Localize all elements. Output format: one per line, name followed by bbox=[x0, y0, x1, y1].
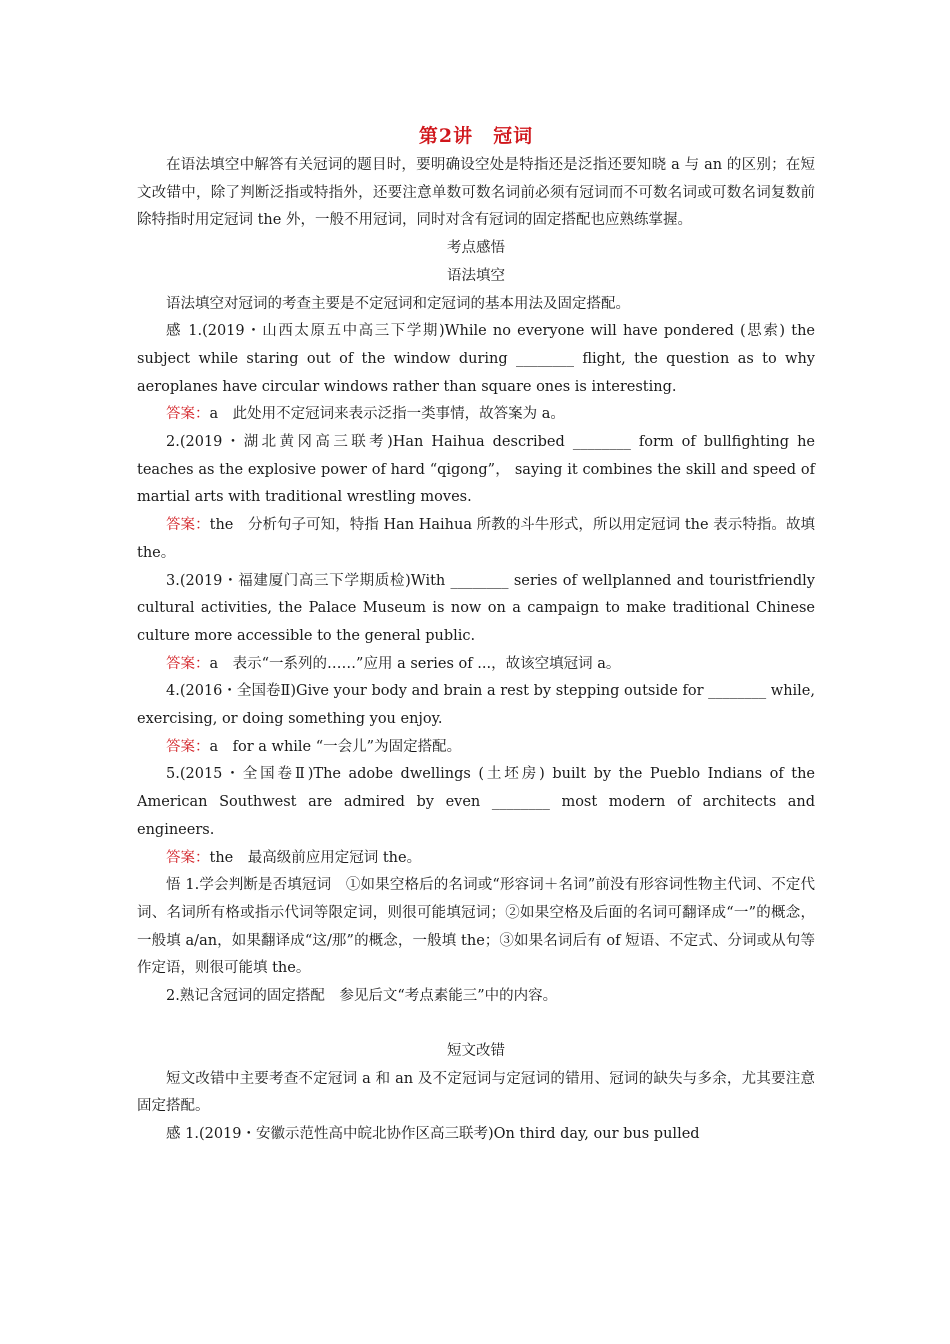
answer-text: the 最高级前应用定冠词 the。 bbox=[209, 849, 422, 866]
grammar-fill-heading: 语法填空 bbox=[447, 267, 505, 284]
answer-5 bbox=[137, 845, 815, 873]
error-correction-desc: 短文改错中主要考查不定冠词 a 和 an 及不定冠词与定冠词的错用、冠词的缺失与多余，尤其要注意固定搭配。 bbox=[137, 1070, 815, 1115]
answer-label: 答案： bbox=[166, 738, 210, 755]
answer-4 bbox=[137, 734, 815, 762]
page-title: 第2讲 冠词 bbox=[418, 125, 534, 147]
answer-text: a 表示“一系列的……”应用 a series of ...，故该空填冠词 a。 bbox=[209, 655, 621, 672]
answer-text: the 分析句子可知，特指 Han Haihua 所教的斗牛形式，所以用定冠词 the 表示特指。故填 the。 bbox=[137, 517, 815, 561]
question-3: 3.(2019・福建厦门高三下学期质检)With ________ series of wellplanned and touristfriendly cultural activities, the Palace Museum is now on a campaign to make traditional Chinese culture more accessible to the general public. bbox=[137, 572, 815, 644]
question-5: 5.(2015・全国卷Ⅱ)The adobe dwellings (土坯房) built by the Pueblo Indians of the American Southwest are admired by even ________ most modern of architects and engineers. bbox=[137, 766, 815, 838]
section-spacer bbox=[137, 1011, 815, 1038]
question-4: 4.(2016・全国卷Ⅱ)Give your body and brain a rest by stepping outside for ________ while, exercising, or doing something you enjoy. bbox=[137, 683, 815, 728]
answer-label: 答案： bbox=[166, 655, 210, 672]
intro-paragraph: 在语法填空中解答有关冠词的题目时，要明确设空处是特指还是泛指还要知晓 a 与 an 的区别；在短文改错中，除了判断泛指或特指外，还要注意单数可数名词前必须有冠词而不可数名词或可数名词复数前除特指时用定冠词 the 外，一般不用冠词，同时对含有冠词的固定搭配也应熟练掌握。 bbox=[137, 157, 815, 229]
answer-2 bbox=[137, 512, 815, 567]
answer-label: 答案： bbox=[166, 849, 210, 866]
tip-1: 悟 1.学会判断是否填冠词 ①如果空格后的名词或“形容词＋名词”前没有形容词性物主代词、不定代词、名词所有格或指示代词等限定词，则很可能填冠词；②如果空格及后面的名词可翻译成“一”的概念，一般填 a/an，如果翻译成“这/那”的概念，一般填 the；③如果名词后有 of 短语、不定式、分词或从句等作定语，则很可能填 the。 bbox=[137, 877, 815, 977]
answer-1 bbox=[137, 401, 815, 429]
answer-label: 答案： bbox=[166, 517, 210, 534]
answer-3 bbox=[137, 651, 815, 679]
answer-text: a 此处用不定冠词来表示泛指一类事情，故答案为 a。 bbox=[209, 406, 565, 423]
answer-text: a for a while “一会儿”为固定搭配。 bbox=[209, 738, 462, 755]
section-heading: 考点感悟 bbox=[447, 240, 505, 257]
grammar-fill-desc: 语法填空对冠词的考查主要是不定冠词和定冠词的基本用法及固定搭配。 bbox=[166, 295, 630, 312]
question-1: 感 1.(2019・山西太原五中高三下学期)While no everyone will have pondered (思索) the subject while staring out of the window during ________ flight, the question as to why aeroplanes have circular windows rather than square ones is interesting. bbox=[137, 323, 815, 395]
tip-2: 2.熟记含冠词的固定搭配 参见后文“考点素能三”中的内容。 bbox=[166, 988, 558, 1005]
document-body bbox=[137, 122, 815, 1149]
error-correction-question-1: 感 1.(2019・安徽示范性高中皖北协作区高三联考)On third day, our bus pulled bbox=[166, 1125, 700, 1142]
question-2: 2.(2019・湖北黄冈高三联考)Han Haihua described ________ form of bullfighting he teaches as the explosive power of hard “qigong”， saying it combines the skill and speed of martial arts with traditional wrestling moves. bbox=[137, 434, 815, 506]
error-correction-heading: 短文改错 bbox=[447, 1042, 505, 1059]
answer-label: 答案： bbox=[166, 406, 210, 423]
